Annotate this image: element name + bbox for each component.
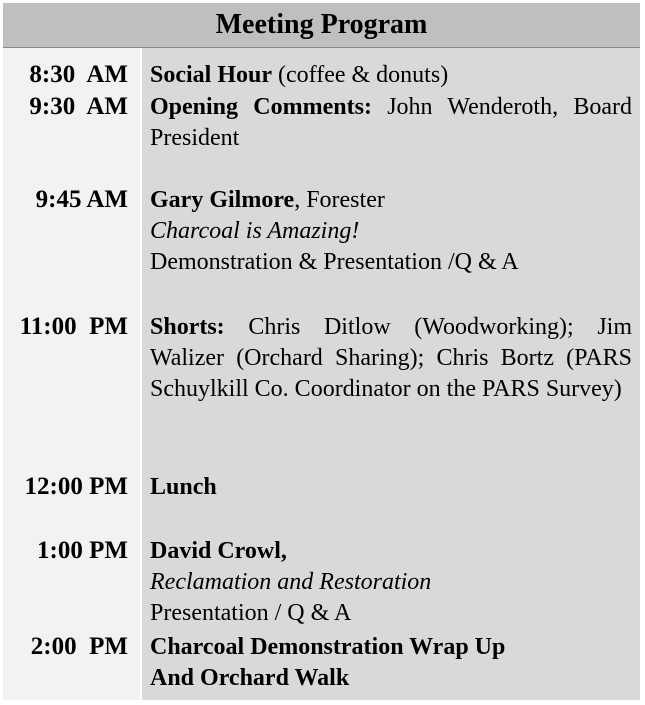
time-1: 9:30 AM [29,93,128,120]
time-5: 1:00 PM [37,537,128,564]
item-opening-comments [150,92,632,154]
talk-title: Reclamation and Restoration [150,569,432,595]
item-charcoal-wrap-up [150,632,632,694]
item-gary-gilmore [150,185,632,278]
time-0: 8:30 AM [29,61,128,88]
item-david-crowl [150,536,632,629]
description-column [142,48,640,700]
page-title: Meeting Program [3,3,640,48]
item-text: , Forester [294,187,385,213]
item-name: Shorts: [150,314,225,340]
time-3: 11:00 PM [19,313,128,340]
item-name: Opening Comments: [150,94,372,120]
item-social-hour [150,60,632,91]
item-name-line-1: Charcoal Demonstration Wrap Up [150,634,506,660]
time-6: 2:00 PM [30,633,128,660]
item-shorts [150,312,632,405]
item-text: Chris Ditlow (Woodworking); Jim Walizer (Orchard Sharing); Chris Bortz (PARS Schuylkill Co. Coordinator on the PARS Survey) [150,314,632,402]
item-lunch [150,472,632,503]
time-4: 12:00 PM [24,473,128,500]
time-2: 9:45 AM [35,186,128,213]
item-name: David Crowl, [150,538,287,564]
item-text: John Wenderoth, Board President [150,94,632,151]
time-column [3,48,140,700]
item-name: Lunch [150,474,217,500]
talk-format: Demonstration & Presentation /Q & A [150,249,519,275]
item-name: Gary Gilmore [150,187,295,213]
talk-title: Charcoal is Amazing! [150,218,360,244]
item-name-line-2: And Orchard Walk [150,665,350,691]
talk-format: Presentation / Q & A [150,600,352,626]
item-name: Social Hour [150,62,273,88]
item-text: (coffee & donuts) [272,62,449,88]
meeting-program-table [3,3,640,700]
